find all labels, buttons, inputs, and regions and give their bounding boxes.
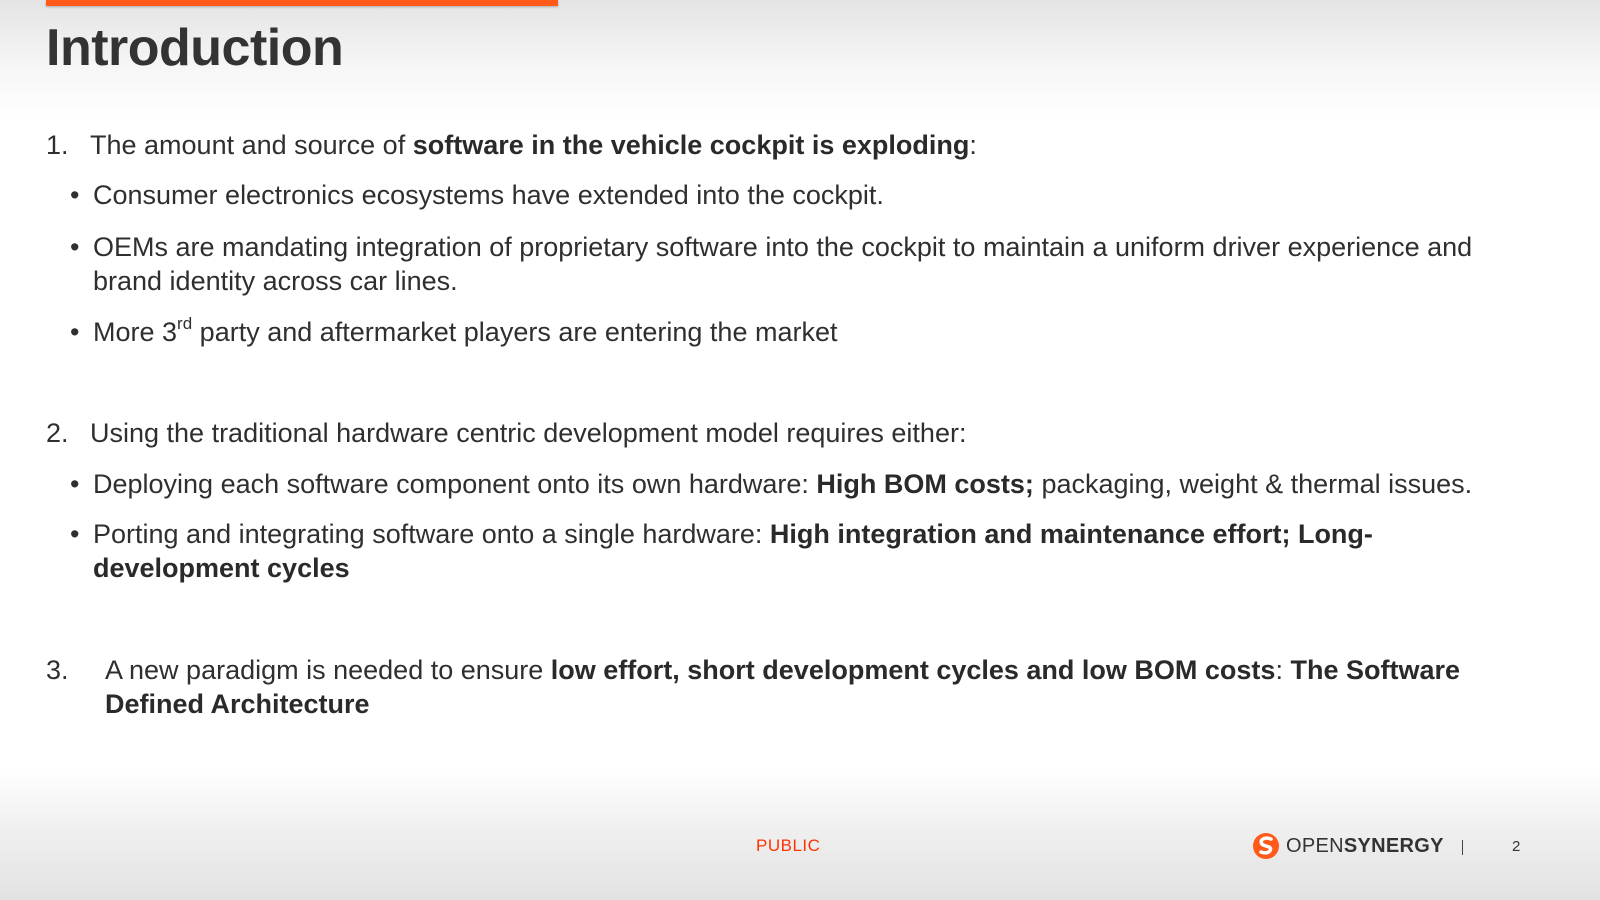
list-item: • More 3rd party and aftermarket players are entering the market <box>46 315 1526 349</box>
opensynergy-logo-icon <box>1252 832 1280 860</box>
page-number: 2 <box>1512 838 1521 855</box>
list-item: • OEMs are mandating integration of proprietary software into the cockpit to maintain a uniform driver experience and brand identity across car lines. <box>46 230 1526 298</box>
item-number: 1. <box>46 130 69 160</box>
numbered-item-1 <box>46 128 1526 162</box>
bullet-list-2 <box>46 467 1526 585</box>
numbered-item-2 <box>46 416 1526 450</box>
classification-label: PUBLIC <box>756 836 821 855</box>
slide-content <box>46 128 1526 721</box>
item-number: 3. <box>46 655 69 685</box>
list-item: • Consumer electronics ecosystems have extended into the cockpit. <box>46 178 1526 212</box>
item-text: A new paradigm is needed to ensure low effort, short development cycles and low BOM costs: The Software Defined Architecture <box>105 655 1460 719</box>
page-title: Introduction <box>46 19 344 77</box>
item-number: 2. <box>46 418 69 448</box>
item-text: Using the traditional hardware centric development model requires either: <box>90 418 967 448</box>
bullet-list-1 <box>46 178 1526 349</box>
title-accent-bar <box>46 0 558 6</box>
logo-wordmark: OPENSYNERGY <box>1286 834 1444 857</box>
list-item: • Porting and integrating software onto a single hardware: High integration and maintenance effort; Long-development cycles <box>46 517 1526 585</box>
company-logo <box>1252 832 1444 860</box>
item-text: The amount and source of software in the vehicle cockpit is exploding: <box>90 130 977 160</box>
footer-separator <box>1462 840 1463 855</box>
list-item: • Deploying each software component onto its own hardware: High BOM costs; packaging, weight & thermal issues. <box>46 467 1526 501</box>
numbered-item-3 <box>46 653 1526 721</box>
